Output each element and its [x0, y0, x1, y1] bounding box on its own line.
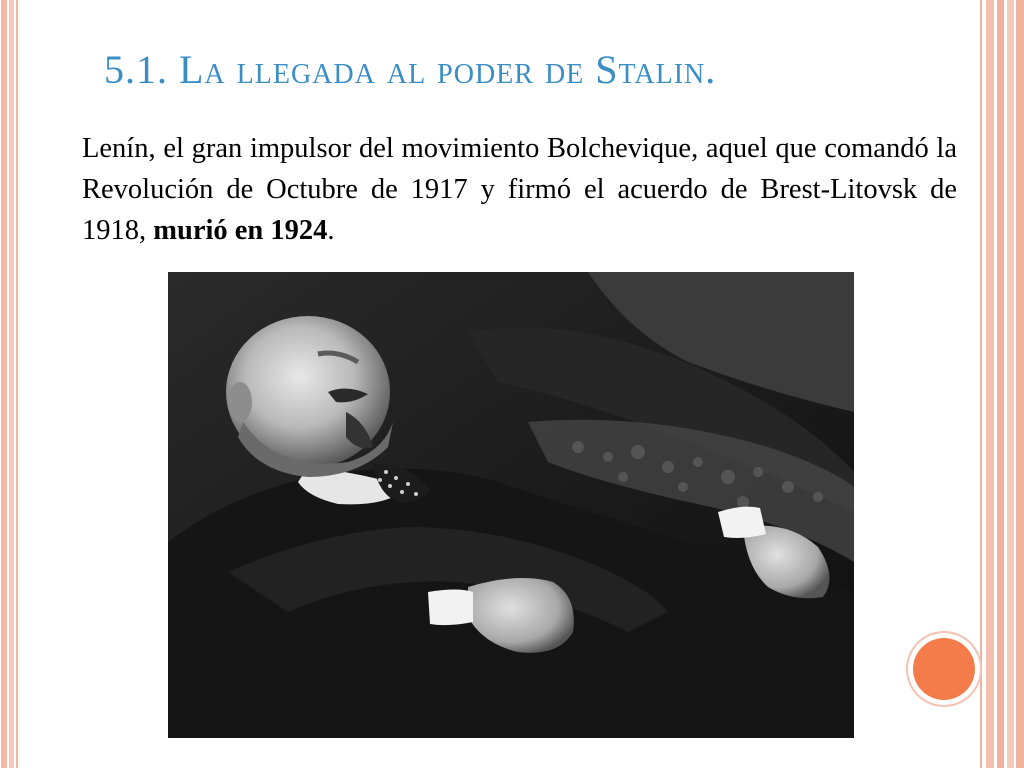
body-paragraph [82, 128, 957, 251]
paragraph-end: . [327, 215, 335, 246]
right-decorative-stripes [978, 0, 1024, 768]
slide-title: 5.1. La llegada al poder de Stalin. [104, 47, 717, 92]
paragraph-bold-text: murió en 1924 [153, 215, 328, 246]
left-decorative-stripes [0, 0, 22, 768]
lenin-photo [168, 272, 854, 738]
paragraph-text: Lenín, el gran impulsor del movimiento Bolchevique, aquel que comandó la Revolución de Octubre de 1917 y firmó el acuerdo de Brest-Litovsk de 1918, [82, 133, 957, 246]
decorative-orange-circle [913, 638, 975, 700]
